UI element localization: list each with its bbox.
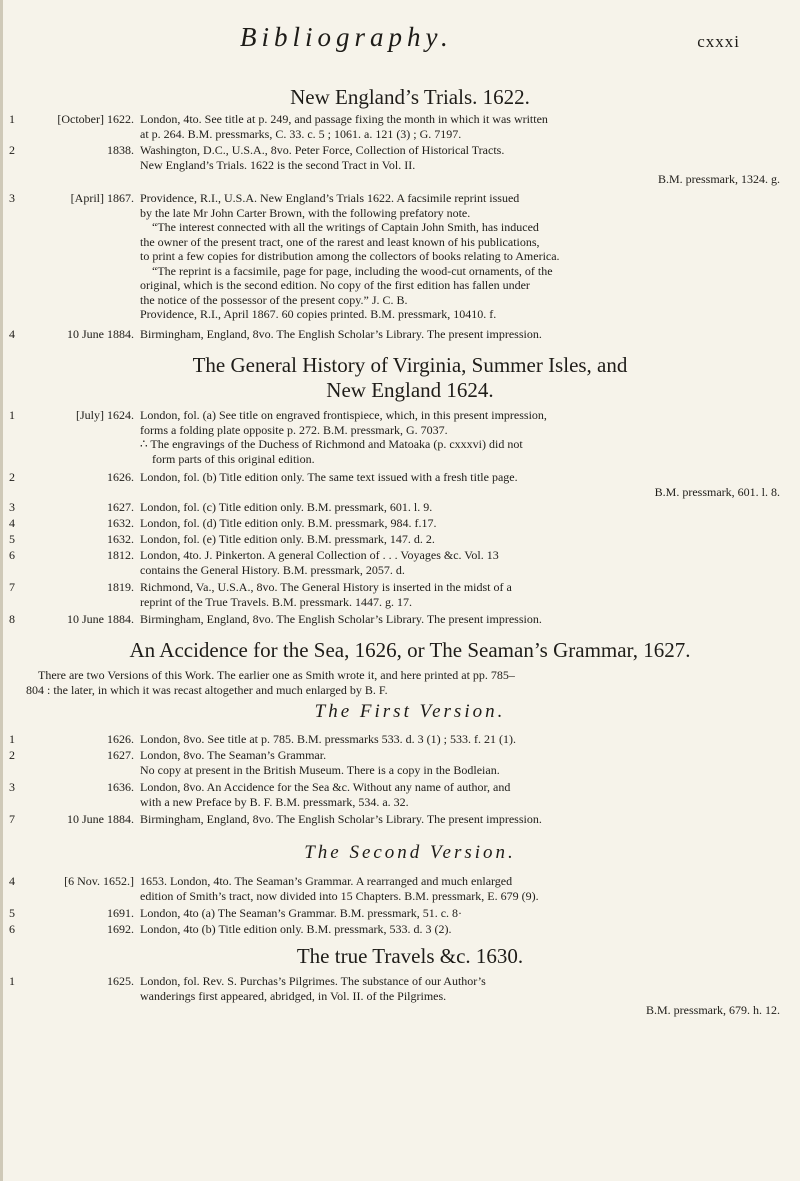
- entry-date: 1627.: [107, 500, 134, 514]
- entry-text: Providence, R.I., U.S.A. New England’s Trials 1622. A facsimile reprint issued by the late Mr John Carter Brown, with the following prefatory note. “The interest connected with all the writings of Captain John Smith, has induced the owner of the present tract, one of the rarest and least known of his publications, to print a few copies for distribution among the collectors of books relating to America. “The reprint is a facsimile, page for page, including the wood-cut ornaments, of the original, which is the second edition. No copy of the first edition has fallen under the notice of the possessor of the present copy.” J. C. B. Providence, R.I., April 1867. 60 copies printed. B.M. pressmark, 10410. f.: [140, 191, 560, 321]
- section-title-new-englands-trials: New England’s Trials. 1622.: [290, 85, 530, 109]
- entry-date: [July] 1624.: [76, 408, 134, 422]
- entry-number: 4: [9, 516, 15, 530]
- entry-date: 1625.: [107, 974, 134, 988]
- entry-text: London, fol. (a) See title on engraved frontispiece, which, in this present impression, forms a folding plate opposite p. 272. B.M. pressmark, G. 7037. ∴ The engravings of the Duchess of Richmond and Matoaka (p. cxxxvi) did not form parts of this original edition.: [140, 408, 547, 466]
- entry-number: 2: [9, 470, 15, 484]
- entry-date: 10 June 1884.: [67, 612, 134, 626]
- entry-date: 1838.: [107, 143, 134, 157]
- entry-number: 3: [9, 780, 15, 794]
- entry-number: 2: [9, 143, 15, 157]
- subsection-title-second-version: The Second Version.: [304, 842, 516, 863]
- entry-date: 1691.: [107, 906, 134, 920]
- entry-number: 7: [9, 812, 15, 826]
- entry-date: 10 June 1884.: [67, 812, 134, 826]
- entry-date: 1632.: [107, 516, 134, 530]
- entry-text: London, 4to (b) Title edition only. B.M. pressmark, 533. d. 3 (2).: [140, 922, 452, 936]
- entry-text: London, 8vo. An Accidence for the Sea &c. Without any name of author, and with a new Preface by B. F. B.M. pressmark, 534. a. 32.: [140, 780, 511, 809]
- section-title-accidence-for-the-sea: An Accidence for the Sea, 1626, or The Seaman’s Grammar, 1627.: [129, 638, 691, 662]
- entry-text: London, fol. (c) Title edition only. B.M. pressmark, 601. l. 9.: [140, 500, 433, 514]
- section-title-true-travels: The true Travels &c. 1630.: [296, 944, 524, 968]
- entry-date: 1626.: [107, 732, 134, 746]
- page-edge: [0, 0, 3, 1181]
- entry-number: 5: [9, 906, 15, 920]
- entry-text: Birmingham, England, 8vo. The English Scholar’s Library. The present impression.: [140, 612, 542, 626]
- entry-date: 1819.: [107, 580, 134, 594]
- entry-text: London, fol. (d) Title edition only. B.M. pressmark, 984. f.17.: [140, 516, 437, 530]
- entry-text: Washington, D.C., U.S.A., 8vo. Peter Force, Collection of Historical Tracts. New England’s Trials. 1622 is the second Tract in Vol. II. B.M. pressmark, 1324. g.: [140, 143, 780, 186]
- section-title-general-history: The General History of Virginia, Summer Isles, and New England 1624.: [192, 353, 628, 402]
- entry-number: 4: [9, 327, 15, 341]
- entry-text: London, 8vo. The Seaman’s Grammar. No copy at present in the British Museum. There is a copy in the Bodleian.: [140, 748, 500, 777]
- entry-date: 1632.: [107, 532, 134, 546]
- entry-date: 1627.: [107, 748, 134, 762]
- running-title: Bibliography.: [240, 22, 453, 52]
- entry-number: 6: [9, 922, 15, 936]
- entry-text: London, 4to (a) The Seaman’s Grammar. B.M. pressmark, 51. c. 8·: [140, 906, 463, 920]
- entry-number: 1: [9, 112, 15, 126]
- entry-number: 4: [9, 874, 15, 888]
- entry-date: 1812.: [107, 548, 134, 562]
- entry-number: 1: [9, 732, 15, 746]
- entry-text: Birmingham, England, 8vo. The English Scholar’s Library. The present impression.: [140, 812, 542, 826]
- entry-text: London, 4to. J. Pinkerton. A general Collection of . . . Voyages &c. Vol. 13 contains the General History. B.M. pressmark, 2057. d.: [140, 548, 499, 577]
- entry-number: 8: [9, 612, 15, 626]
- subsection-title-first-version: The First Version.: [314, 701, 506, 722]
- entry-text: London, fol. (e) Title edition only. B.M. pressmark, 147. d. 2.: [140, 532, 435, 546]
- entry-text: Birmingham, England, 8vo. The English Scholar’s Library. The present impression.: [140, 327, 542, 341]
- entry-text: London, 4to. See title at p. 249, and passage fixing the month in which it was written at p. 264. B.M. pressmarks, C. 33. c. 5 ; 1061. a. 121 (3) ; G. 7197.: [140, 112, 548, 141]
- entry-text: London, fol. (b) Title edition only. The same text issued with a fresh title page. B.M. pressmark, 601. l. 8.: [140, 470, 780, 499]
- entry-number: 3: [9, 500, 15, 514]
- entry-date: [6 Nov. 1652.]: [64, 874, 134, 888]
- entry-text: 1653. London, 4to. The Seaman’s Grammar. A rearranged and much enlarged edition of Smith’s tract, now divided into 15 Chapters. B.M. pressmark, E. 679 (9).: [140, 874, 539, 903]
- entry-number: 5: [9, 532, 15, 546]
- entry-date: 10 June 1884.: [67, 327, 134, 341]
- entry-text: London, fol. Rev. S. Purchas’s Pilgrimes. The substance of our Author’s wanderings first appeared, abridged, in Vol. II. of the Pilgrimes. B.M. pressmark, 679. h. 12.: [140, 974, 780, 1017]
- intro-text: There are two Versions of this Work. The earlier one as Smith wrote it, and here printed at pp. 785– 804 : the later, in which it was recast altogether and much enlarged by B. F.: [26, 668, 515, 697]
- entry-number: 7: [9, 580, 15, 594]
- entry-date: 1626.: [107, 470, 134, 484]
- entry-number: 1: [9, 408, 15, 422]
- entry-date: [October] 1622.: [57, 112, 134, 126]
- entry-number: 1: [9, 974, 15, 988]
- page-number: cxxxi: [697, 32, 740, 51]
- entry-number: 6: [9, 548, 15, 562]
- running-head: [0, 22, 800, 66]
- entry-text: London, 8vo. See title at p. 785. B.M. pressmarks 533. d. 3 (1) ; 533. f. 21 (1).: [140, 732, 516, 746]
- entry-number: 3: [9, 191, 15, 205]
- entry-date: 1692.: [107, 922, 134, 936]
- entry-text: Richmond, Va., U.S.A., 8vo. The General History is inserted in the midst of a reprint of the True Travels. B.M. pressmark. 1447. g. 17.: [140, 580, 512, 609]
- entry-number: 2: [9, 748, 15, 762]
- entry-date: 1636.: [107, 780, 134, 794]
- entry-date: [April] 1867.: [70, 191, 134, 205]
